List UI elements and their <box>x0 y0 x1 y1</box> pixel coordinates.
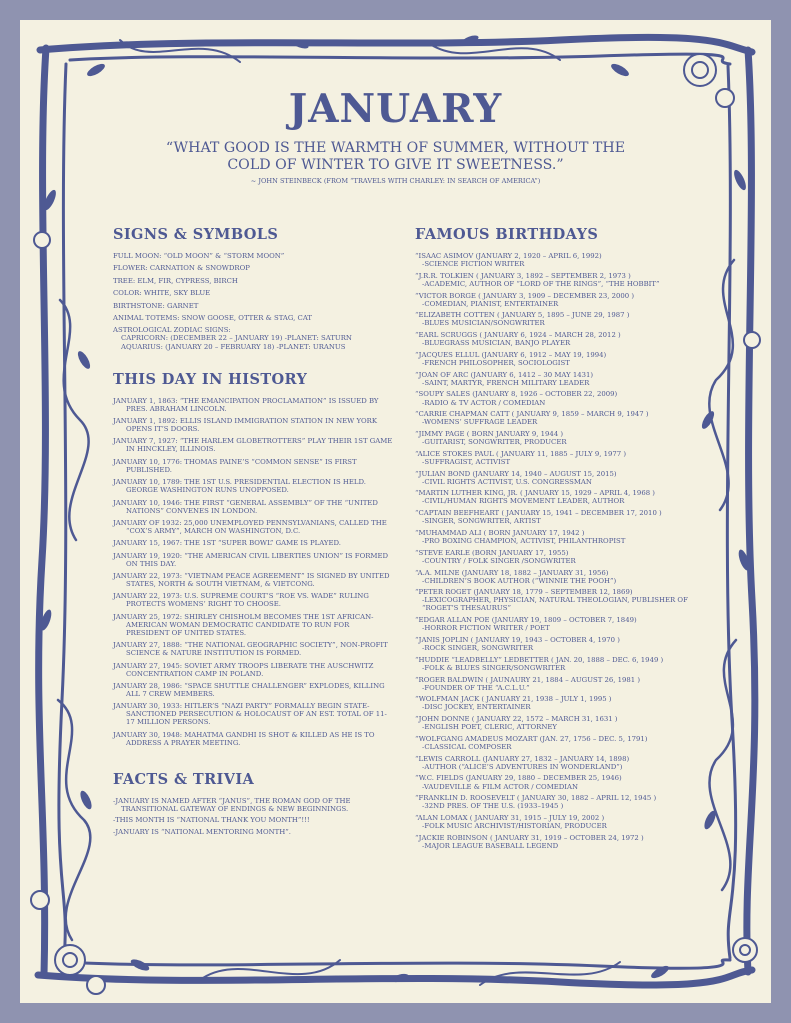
zodiac-aquarius: AQUARIUS: (JANUARY 20 – FEBRUARY 18) -PLANET: URANUS <box>121 342 346 351</box>
history-item: JANUARY 25, 1972: SHIRLEY CHISHOLM BECOMES THE 1ST AFRICAN-AMERICAN WOMAN DEMOCRATIC CANDIDATE TO RUN FOR PRESIDENT OF UNITED STATES. <box>113 612 374 637</box>
full-moon: FULL MOON: “OLD MOON” & “STORM MOON” <box>113 252 285 260</box>
birthday-description: -FOLK MUSIC ARCHIVIST/HISTORIAN, PRODUCER <box>422 822 607 831</box>
birthday-entry <box>415 311 715 327</box>
birthday-description: -RADIO & TV ACTOR / COMEDIAN <box>422 398 546 407</box>
history-item: JANUARY 30, 1933: HITLER’S “NAZI PARTY” FORMALLY BEGIN STATE-SANCTIONED PERSECUTION & HOLOCAUST OF AN EST. TOTAL OF 11-17 MILLION PERSONS. <box>113 702 387 727</box>
birthday-name: “MUHAMMAD ALI ( BORN JANUARY 17, 1942 ) <box>415 528 585 537</box>
birthday-entry <box>415 351 715 367</box>
birthday-name: “CARRIE CHAPMAN CATT ( JANUARY 9, 1859 – MARCH 9, 1947 ) <box>415 410 649 419</box>
birthday-entry <box>415 549 715 565</box>
birthday-entry <box>415 616 715 632</box>
birthday-description: -CIVIL/HUMAN RIGHTS MOVEMENT LEADER, AUTHOR <box>422 497 625 506</box>
birthday-description: -BLUEGRASS MUSICIAN, BANJO PLAYER <box>422 339 571 348</box>
birthday-entry <box>415 814 715 830</box>
birthday-description: -CLASSICAL COMPOSER <box>422 742 512 751</box>
history-item: JANUARY 30, 1948: MAHATMA GANDHI IS SHOT & KILLED AS HE IS TO ADDRESS A PRAYER MEETING. <box>113 730 375 747</box>
birthday-entry <box>415 735 715 751</box>
history-item: JANUARY 10, 1776: THOMAS PAINE’S “COMMON SENSE” IS FIRST PUBLISHED. <box>113 457 357 474</box>
birthday-entry <box>415 331 715 347</box>
birthday-description: -ENGLISH POET, CLERIC, ATTORNEY <box>422 723 557 732</box>
birthday-name: “EARL SCRUGGS ( JANUARY 6, 1924 – MARCH 28, 2012 ) <box>415 331 621 340</box>
history-item: JANUARY 7, 1927: “THE HARLEM GLOBETROTTERS” PLAY THEIR 1ST GAME IN HINCKLEY, ILLINOIS. <box>113 437 393 454</box>
history-item: JANUARY 10, 1789: THE 1ST U.S. PRESIDENTIAL ELECTION IS HELD. GEORGE WASHINGTON RUNS UNOPPOSED. <box>113 478 366 495</box>
history-item: JANUARY 15, 1967: THE 1ST “SUPER BOWL” GAME IS PLAYED. <box>113 539 341 548</box>
birthday-name: “VICTOR BORGE ( JANUARY 3, 1909 – DECEMBER 23, 2000 ) <box>415 291 635 300</box>
birthday-entry <box>415 695 715 711</box>
birthday-description: -SCIENCE FICTION WRITER <box>422 260 525 269</box>
trivia-item: -JANUARY IS NAMED AFTER “JANUS”, THE ROMAN GOD OF THE TRANSITIONAL GATEWAY OF ENDINGS & NEW BEGINNINGS. <box>113 796 351 813</box>
signs-heading: SIGNS & SYMBOLS <box>113 226 279 243</box>
page-title: JANUARY <box>288 86 503 132</box>
birthday-name: “ELIZABETH COTTEN ( JANUARY 5, 1895 – JUNE 29, 1987 ) <box>415 311 630 320</box>
birthday-name: “LEWIS CARROLL (JANUARY 27, 1832 – JANUARY 14, 1898) <box>415 754 630 763</box>
birthday-description: -SUFFRAGIST, ACTIVIST <box>422 457 511 466</box>
birthday-entry <box>415 794 715 810</box>
birthday-description: -FOUNDER OF THE “A.C.L.U.” <box>422 683 530 692</box>
birthday-name: “ROGER BALDWIN ( JAUNAURY 21, 1884 – AUGUST 26, 1981 ) <box>415 675 641 684</box>
history-item: JANUARY 28, 1986: “SPACE SHUTTLE CHALLENGER” EXPLODES, KILLING ALL 7 CREW MEMBERS. <box>113 681 385 698</box>
birthday-name: “EDGAR ALLAN POE (JANUARY 19, 1809 – OCTOBER 7, 1849) <box>415 616 637 625</box>
birthday-entry <box>415 755 715 771</box>
birthday-entry <box>415 834 715 850</box>
birthday-name: “HUDDIE “LEADBELLY” LEDBETTER ( JAN. 20, 1888 – DEC. 6, 1949 ) <box>415 655 664 664</box>
birthday-name: “A.A. MILNE (JANUARY 18, 1882 – JANUARY 31, 1956) <box>415 568 609 577</box>
birthday-name: “MARTIN LUTHER KING, JR. ( JANUARY 15, 1929 – APRIL 4, 1968 ) <box>415 489 655 498</box>
birthday-entry <box>415 252 715 268</box>
trivia-section <box>113 771 393 836</box>
birthday-entry <box>415 676 715 692</box>
birthstone: BIRTHSTONE: GARNET <box>113 301 199 310</box>
birthday-entry <box>415 450 715 466</box>
birthday-entry <box>415 569 715 585</box>
trivia-heading: FACTS & TRIVIA <box>113 770 255 788</box>
history-item: JANUARY OF 1932: 25,000 UNEMPLOYED PENNSYLVANIANS, CALLED THE “COX’S ARMY”, MARCH ON WASHINGTON, D.C. <box>113 518 387 535</box>
history-item: JANUARY 10, 1946: THE FIRST “GENERAL ASSEMBLY” OF THE “UNITED NATIONS” CONVENES IN LONDON. <box>113 498 378 515</box>
birthday-description: -ROCK SINGER, SONGWRITER <box>422 644 534 653</box>
birthday-name: “STEVE EARLE (BORN JANUARY 17, 1955) <box>415 548 569 557</box>
birthday-name: “JANIS JOPLIN ( JANUARY 19, 1943 – OCTOBER 4, 1970 ) <box>415 635 620 644</box>
birthday-entry <box>415 470 715 486</box>
birthday-description: -BLUES MUSICIAN/SONGWRITER <box>422 319 545 328</box>
birthday-entry <box>415 272 715 288</box>
birthday-entry <box>415 509 715 525</box>
birthday-name: “CAPTAIN BEEFHEART ( JANUARY 15, 1941 – DECEMBER 17, 2010 ) <box>415 509 662 518</box>
birthday-description: -SAINT, MARTYR, FRENCH MILITARY LEADER <box>422 378 590 387</box>
birthday-name: “JACQUES ELLUL (JANUARY 6, 1912 – MAY 19, 1994) <box>415 350 607 359</box>
birthday-name: “W.C. FIELDS (JANUARY 29, 1880 – DECEMBER 25, 1946) <box>415 774 622 783</box>
tree: TREE: ELM, FIR, CYPRESS, BIRCH <box>113 276 238 285</box>
birthday-entry <box>415 410 715 426</box>
birthday-entry <box>415 588 715 612</box>
birthday-name: “FRANKLIN D. ROOSEVELT ( JANUARY 30, 1882 – APRIL 12, 1945 ) <box>415 794 657 803</box>
birthday-entry <box>415 430 715 446</box>
birthday-description: -PRO BOXING CHAMPION, ACTIVIST, PHILANTHROPIST <box>422 537 626 546</box>
birthday-name: “JOHN DONNE ( JANUARY 22, 1572 – MARCH 31, 1631 ) <box>415 715 618 724</box>
birthday-description: -ACADEMIC, AUTHOR OF “LORD OF THE RINGS”, “THE HOBBIT” <box>422 279 660 288</box>
birthday-list <box>415 252 715 850</box>
birthday-description: -FRENCH PHILOSOPHER, SOCIOLOGIST <box>422 359 570 367</box>
birthday-entry <box>415 390 715 406</box>
history-section <box>113 371 393 747</box>
birthday-name: “SOUPY SALES (JANUARY 8, 1926 – OCTOBER 22, 2009) <box>415 390 618 399</box>
birthday-name: “PETER ROGET (JANUARY 18, 1779 – SEPTEMBER 12, 1869) <box>415 588 633 597</box>
birthday-name: “JACKIE ROBINSON ( JANUARY 31, 1919 – OCTOBER 24, 1972 ) <box>415 833 644 842</box>
animal-totems: ANIMAL TOTEMS: SNOW GOOSE, OTTER & STAG, CAT <box>113 313 313 322</box>
quote-text: “WHAT GOOD IS THE WARMTH OF SUMMER, WITHOUT THE COLD OF WINTER TO GIVE IT SWEETNESS.” <box>165 140 626 173</box>
birthday-name: “ALAN LOMAX ( JANUARY 31, 1915 – JULY 19, 2002 ) <box>415 813 605 822</box>
birthday-description: -FOLK & BLUES SINGER/SONGWRITER <box>422 663 566 672</box>
birthday-entry <box>415 774 715 790</box>
birthday-entry <box>415 529 715 545</box>
birthday-description: -SINGER, SONGWRITER, ARTIST <box>422 517 541 526</box>
birthday-description: -WOMENS’ SUFFRAGE LEADER <box>422 418 538 427</box>
history-item: JANUARY 1, 1863: “THE EMANCIPATION PROCLAMATION” IS ISSUED BY PRES. ABRAHAM LINCOLN. <box>113 396 379 413</box>
history-item: JANUARY 1, 1892: ELLIS ISLAND IMMIGRATION STATION IN NEW YORK OPENS IT’S DOORS. <box>113 417 377 434</box>
birthday-name: “ISAAC ASIMOV (JANUARY 2, 1920 – APRIL 6, 1992) <box>415 252 602 260</box>
birthday-name: “WOLFGANG AMADEUS MOZART (JAN. 27, 1756 – DEC. 5, 1791) <box>415 734 648 743</box>
birthday-entry <box>415 636 715 652</box>
history-item: JANUARY 19, 1920: “THE AMERICAN CIVIL LIBERTIES UNION” IS FORMED ON THIS DAY. <box>113 551 389 568</box>
birthday-description: -CIVIL RIGHTS ACTIVIST, U.S. CONGRESSMAN <box>422 477 592 486</box>
birthday-entry <box>415 489 715 505</box>
history-item: JANUARY 27, 1888: “THE NATIONAL GEOGRAPHIC SOCIETY”, NON-PROFIT SCIENCE & NATURE INSTITUTION IS FORMED. <box>113 641 388 658</box>
trivia-item: -THIS MONTH IS “NATIONAL THANK YOU MONTH”!!! <box>113 816 310 825</box>
color: COLOR: WHITE, SKY BLUE <box>113 289 211 298</box>
history-heading: THIS DAY IN HISTORY <box>113 370 308 388</box>
birthday-entry <box>415 292 715 308</box>
birthday-name: “J.R.R. TOLKIEN ( JANUARY 3, 1892 – SEPTEMBER 2, 1973 ) <box>415 271 631 280</box>
right-column <box>415 226 715 854</box>
history-item: JANUARY 27, 1945: SOVIET ARMY TROOPS LIBERATE THE AUSCHWITZ CONCENTRATION CAMP IN POLAND. <box>113 661 374 678</box>
birthday-name: “WOLFMAN JACK ( JANUARY 21, 1938 – JULY 1, 1995 ) <box>415 695 612 704</box>
birthday-entry <box>415 656 715 672</box>
history-list <box>113 397 393 747</box>
birthday-name: “ALICE STOKES PAUL ( JANUARY 11, 1885 – JULY 9, 1977 ) <box>415 449 627 458</box>
zodiac-capricorn: CAPRICORN: (DECEMBER 22 – JANUARY 19) -PLANET: SATURN <box>121 334 352 343</box>
quote-attribution: ~ JOHN STEINBECK (FROM “TRAVELS WITH CHARLEY: IN SEARCH OF AMERICA”) <box>250 177 541 185</box>
birthday-description: -MAJOR LEAGUE BASEBALL LEGEND <box>422 841 559 850</box>
birthday-description: -COMEDIAN, PIANIST, ENTERTAINER <box>422 299 559 308</box>
birthday-name: “JOAN OF ARC (JANUARY 6, 1412 – 30 MAY 1431) <box>415 370 594 379</box>
flower: FLOWER: CARNATION & SNOWDROP <box>113 264 250 273</box>
birthday-description: -VAUDEVILLE & FILM ACTOR / COMEDIAN <box>422 782 579 791</box>
birthday-description: -AUTHOR (“ALICE’S ADVENTURES IN WONDERLAND”) <box>422 762 623 771</box>
trivia-item: -JANUARY IS “NATIONAL MENTORING MONTH”. <box>113 827 291 836</box>
history-item: JANUARY 22, 1973: “VIETNAM PEACE AGREEMENT” IS SIGNED BY UNITED STATES, NORTH & SOUTH VIETNAM, & VIETCONG. <box>113 571 390 588</box>
birthday-description: -COUNTRY / FOLK SINGER /SONGWRITER <box>422 556 576 565</box>
birthday-description: -GUITARIST, SONGWRITER, PRODUCER <box>422 438 567 447</box>
birthday-description: -DISC JOCKEY, ENTERTAINER <box>422 703 531 712</box>
birthday-description: -CHILDREN’S BOOK AUTHOR (“WINNIE THE POOH”) <box>422 576 617 585</box>
birthday-entry <box>415 715 715 731</box>
birthdays-heading: FAMOUS BIRTHDAYS <box>415 226 599 243</box>
trivia-list <box>113 797 393 836</box>
zodiac-label: ASTROLOGICAL ZODIAC SIGNS: <box>113 326 231 335</box>
birthday-name: “JULIAN BOND (JANUARY 14, 1940 – AUGUST 15, 2015) <box>415 469 617 478</box>
signs-symbols-section <box>113 226 393 351</box>
birthday-description: -32ND PRES. OF THE U.S. (1933–1945 ) <box>422 802 564 811</box>
birthday-name: “JIMMY PAGE ( BORN JANUARY 9, 1944 ) <box>415 430 564 439</box>
birthday-description: -LEXICOGRAPHER, PHYSICIAN, NATURAL THEOLOGIAN, PUBLISHER OF “ROGET’S THESAURUS” <box>422 596 688 613</box>
history-item: JANUARY 22, 1973: U.S. SUPREME COURT’S “ROE VS. WADE” RULING PROTECTS WOMENS’ RIGHT TO CHOOSE. <box>113 592 369 609</box>
birthday-description: -HORROR FICTION WRITER / POET <box>422 624 550 633</box>
left-column <box>113 226 393 839</box>
birthday-entry <box>415 371 715 387</box>
